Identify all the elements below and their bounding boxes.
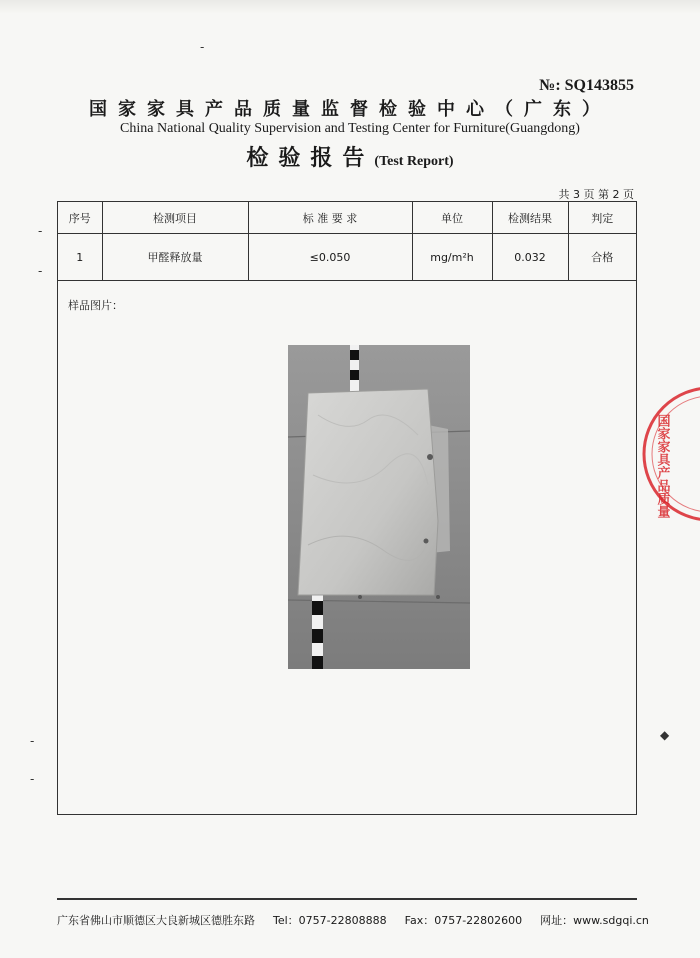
header-verdict: 判定 xyxy=(568,202,636,234)
organization-name-en: China National Quality Supervision and Testing Center for Furniture(Guangdong) xyxy=(120,121,580,136)
sample-photo xyxy=(288,345,470,669)
report-title xyxy=(0,141,700,172)
scan-mark: - xyxy=(38,224,43,238)
report-number: №: SQ143855 xyxy=(539,77,634,94)
footer-fax: Fax：0757-22802600 xyxy=(404,914,523,927)
footer-address: 广东省佛山市顺德区大良新城区德胜东路 xyxy=(57,914,255,927)
report-title-cn: 检验报告 xyxy=(246,146,375,171)
header-item: 检测项目 xyxy=(102,202,248,234)
header-requirement: 标 准 要 求 xyxy=(248,202,412,234)
cell-item: 甲醛释放量 xyxy=(102,234,248,281)
official-seal xyxy=(638,384,700,524)
footer-divider xyxy=(57,898,637,900)
footer xyxy=(57,912,647,928)
hazard-stripe-top xyxy=(350,345,359,393)
footer-web[interactable]: 网址：www.sdgqi.cn xyxy=(540,914,649,927)
cell-unit: mg/m²h xyxy=(412,234,492,281)
footer-tel: Tel：0757-22808888 xyxy=(273,914,387,927)
table-row xyxy=(58,234,636,281)
scan-mark: - xyxy=(200,40,205,54)
results-table xyxy=(58,202,636,281)
scan-mark: - xyxy=(30,734,35,748)
scan-mark: - xyxy=(38,264,43,278)
sample-photo-image xyxy=(288,345,470,669)
header-unit: 单位 xyxy=(412,202,492,234)
header-result: 检测结果 xyxy=(492,202,568,234)
page-info: 共 3 页 第 2 页 xyxy=(558,188,634,201)
report-frame xyxy=(57,201,637,815)
cell-requirement: ≤0.050 xyxy=(248,234,412,281)
hazard-stripe-bottom xyxy=(312,591,323,669)
scan-mark: - xyxy=(30,772,35,786)
cell-verdict: 合格 xyxy=(568,234,636,281)
cell-no: 1 xyxy=(58,234,102,281)
scan-mark: ◆ xyxy=(660,728,670,742)
header-no: 序号 xyxy=(58,202,102,234)
report-title-en: (Test Report) xyxy=(374,154,454,169)
organization-name-cn: 国家家具产品质量监督检验中心（广东） xyxy=(89,99,611,120)
seal-text: 国家家具产品质量 xyxy=(654,414,670,518)
table-header-row xyxy=(58,202,636,234)
cell-result: 0.032 xyxy=(492,234,568,281)
sample-label: 样品图片： xyxy=(68,299,123,312)
page-top-edge xyxy=(0,0,700,14)
